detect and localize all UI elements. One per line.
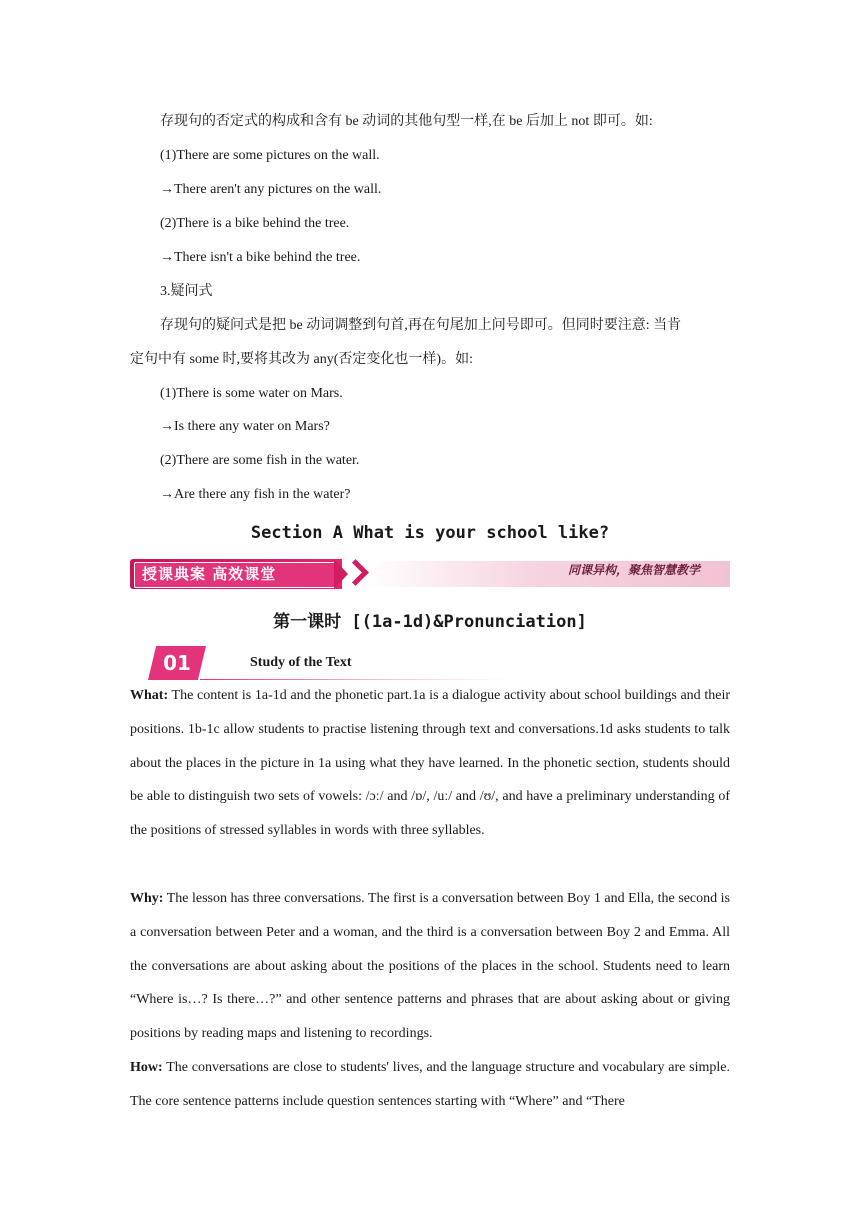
- paragraph-how: [130, 1051, 730, 1119]
- subsection-title: Study of the Text: [250, 655, 352, 670]
- what-label: What:: [130, 688, 169, 703]
- intro-line-9: (1)There is some water on Mars.: [160, 386, 343, 401]
- intro-line-8: 定句中有 some 时,要将其改为 any(否定变化也一样)。如:: [130, 352, 473, 367]
- lesson-title: 第一课时 [(1a-1d)&Pronunciation]: [273, 612, 587, 632]
- section-heading: Section A What is your school like?: [250, 523, 610, 543]
- how-label: How:: [130, 1060, 163, 1075]
- intro-line-7: 存现句的疑问式是把 be 动词调整到句首,再在句尾加上问号即可。但同时要注意: 当肯: [160, 318, 682, 333]
- intro-line-10: →Is there any water on Mars?: [160, 419, 330, 434]
- what-text: The content is 1a-1d and the phonetic part.1a is a dialogue activity about school buildings and their positions. 1b-1c allow students to practise listening through text and conversations.1d asks students to talk about the places in the picture in 1a using what they have learned. In the phonetic section, students should be able to distinguish two sets of vowels: /ɔː/ and /ɒ/, /uː/ and /ʊ/, and have a preliminary understanding of the positions of stressed syllables in words with three syllables.: [130, 688, 730, 839]
- intro-line-4: (2)There is a bike behind the tree.: [160, 216, 350, 231]
- how-text: The conversations are close to students' lives, and the language structure and vocabulary are simple. The core sentence patterns include question sentences starting with “Where” and “There: [130, 1060, 730, 1109]
- paragraph-why: [130, 882, 730, 1051]
- why-text: The lesson has three conversations. The first is a conversation between Boy 1 and Ella, the second is a conversation between Peter and a woman, and the third is a conversation between Boy 2 and Emma. All the conversations are about asking about the positions of the places in the school. Students need to learn “Where is…? Is there…?” and other sentence patterns and phrases that are about asking about or giving positions by reading maps and listening to recordings.: [130, 891, 730, 1042]
- intro-line-5: →There isn't a bike behind the tree.: [160, 250, 361, 265]
- why-label: Why:: [130, 891, 164, 906]
- intro-line-6: 3.疑问式: [160, 284, 213, 299]
- paragraph-what: [130, 679, 730, 848]
- intro-line-11: (2)There are some fish in the water.: [160, 453, 360, 468]
- intro-line-1: 存现句的否定式的构成和含有 be 动词的其他句型一样,在 be 后加上 not 即可。如:: [160, 114, 653, 129]
- banner-label-box: [130, 559, 342, 589]
- intro-line-3: →There aren't any pictures on the wall.: [160, 182, 382, 197]
- banner-label: 授课典案 高效课堂: [142, 565, 277, 583]
- intro-line-12: →Are there any fish in the water?: [160, 487, 351, 502]
- subsection-number: 01: [163, 651, 191, 675]
- section-banner: [130, 557, 730, 591]
- banner-slogan: 同课异构，聚焦智慧教学: [567, 563, 700, 577]
- intro-line-2: (1)There are some pictures on the wall.: [160, 148, 380, 163]
